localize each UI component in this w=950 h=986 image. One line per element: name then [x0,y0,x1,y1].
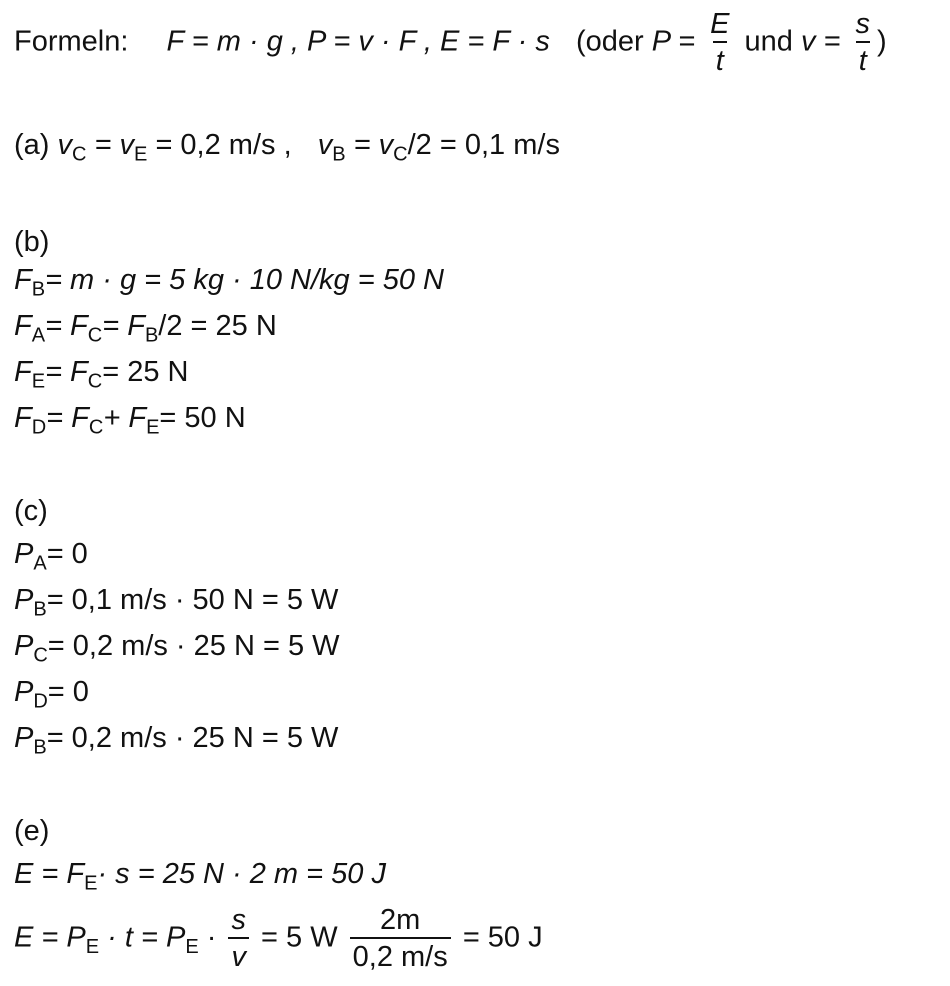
equation-text: = 0 [47,676,89,708]
equation-text: = F [45,356,88,388]
subscript: B [144,324,159,347]
var: F [14,264,32,296]
fraction-numerator: s [855,8,870,40]
equation-text: = 25 N [102,356,189,388]
equation-line [14,722,339,759]
close-paren: ) [877,25,887,58]
formula-power: P = v · F , [307,25,432,58]
subscript: C [87,370,103,393]
equation-text: = F [46,402,89,434]
fraction-denominator: 0,2 m/s [350,937,451,972]
subscript: E [85,936,100,959]
var: P [14,722,34,754]
equation-line [14,264,444,301]
part-b-label: (b) [14,226,50,258]
fraction-distance-over-speed [350,906,451,972]
subscript: E [134,143,148,166]
subscript: B [33,598,47,621]
equation-text: = 0,2 m/s · 25 N = 5 W [47,630,340,662]
part-e-label: (e) [14,815,50,847]
formulas-label: Formeln: [14,25,129,58]
part-a-line [14,129,560,166]
fraction-denominator: v [228,937,249,972]
equation-text: = 50 N [159,402,246,434]
part-a-label: (a) [14,129,50,161]
formulas-line [14,10,887,76]
var: P [14,676,34,708]
subscript: C [88,416,104,439]
subscript: A [33,552,47,575]
equation-part: = v [94,129,135,161]
equation-line [14,584,339,621]
subscript: E [146,416,160,439]
equation-rhs: /2 = 0,1 m/s [407,129,560,161]
formula-p-lhs: P = [651,25,696,58]
subscript: C [393,143,408,166]
var: P [14,630,34,662]
subscript: E [185,936,199,959]
fraction-numerator: E [710,8,730,40]
var-v: v [57,129,73,161]
var: F [14,310,32,342]
equation-line [14,676,89,713]
subscript: A [31,324,46,347]
equation-line [14,906,543,972]
equation-text: + F [103,402,147,434]
equation-text: = m · g = 5 kg · 10 N/kg = 50 N [45,264,444,296]
und-text: und [744,25,793,58]
equation-text: E = F [14,858,85,890]
equation-text: · s = 25 N · 2 m = 50 J [97,858,386,890]
equation-line [14,538,88,575]
equation-text: = F [102,310,145,342]
equation-line [14,402,246,439]
dot-operator: · [206,921,217,954]
subscript: D [33,690,48,713]
equation-text: = 0 [46,538,88,570]
equation-line [14,630,340,667]
equation-text: = 5 W [261,921,338,954]
equation-text: = F [45,310,88,342]
var: F [14,356,32,388]
equation-part: = v [353,129,394,161]
formula-energy: E = F · s [440,25,550,58]
equation-text: · t = P [107,921,186,954]
subscript: B [33,736,47,759]
subscript: E [84,872,98,895]
equation-text: /2 = 25 N [158,310,277,342]
fraction-e-over-t [707,10,732,76]
subscript: C [33,644,48,667]
var-v: v [317,129,333,161]
oder-text: (oder [575,25,644,58]
fraction-numerator: s [231,904,246,936]
equation-line [14,858,386,895]
fraction-denominator: t [856,41,870,76]
fraction-numerator: 2m [380,904,421,936]
equation-text: E = P [14,921,86,954]
subscript: E [31,370,46,393]
part-c-label: (c) [14,495,48,527]
equation-rhs: = 0,2 m/s , [155,129,292,161]
formula-v-lhs: v = [800,25,841,58]
equation-text: = 50 J [462,921,543,954]
subscript: C [72,143,87,166]
var: F [14,402,32,434]
var: P [14,584,34,616]
fraction-s-over-t [853,10,874,76]
subscript: B [332,143,346,166]
fraction-s-over-v [228,906,249,972]
equation-line [14,310,277,347]
subscript: C [87,324,103,347]
fraction-denominator: t [713,41,727,76]
equation-text: = 0,1 m/s · 50 N = 5 W [46,584,339,616]
subscript: D [31,416,47,439]
equation-line [14,356,189,393]
equation-text: = 0,2 m/s · 25 N = 5 W [46,722,339,754]
formula-force: F = m · g , [166,25,299,58]
subscript: B [31,278,46,301]
var: P [14,538,34,570]
